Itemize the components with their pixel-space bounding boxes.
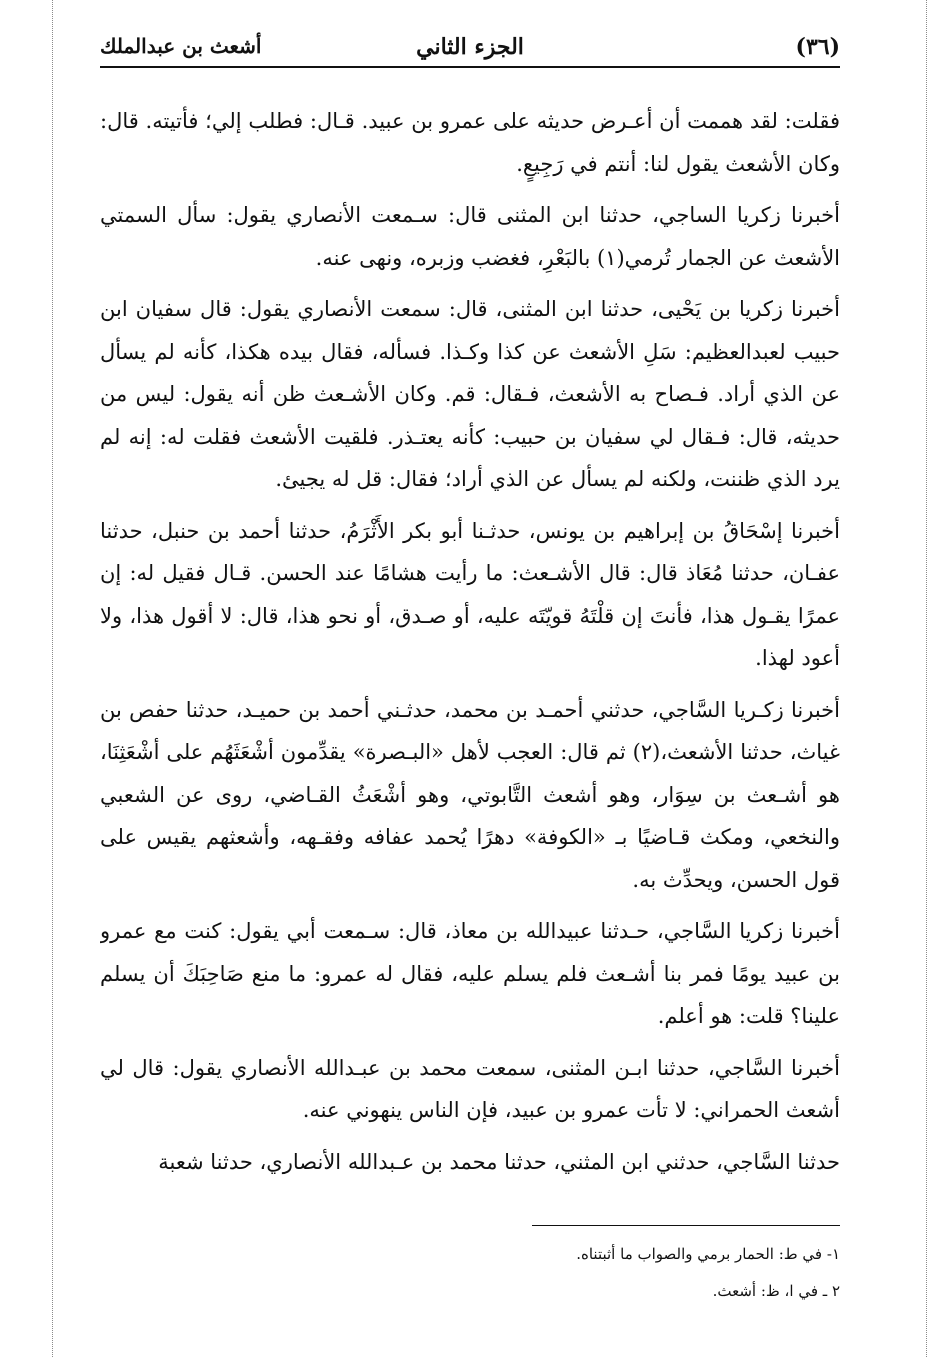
paragraph-3: أخبرنا زكريا بن يَحْيى، حدثنا ابن المثنى، قال: سمعت الأنصاري يقول: قال سفيان ابن حبيب لعبدالعظيم: سَلِ الأشعث عن كذا وكـذا. فسأله، فقال بيده هكذا، كأنه لم يسأل عن الذي أراد. فـصاح به الأشعث، فـقال: قم. وكان الأشـعث ظن أنه يقول: ليس من حديثه، قال: فـقال لي سفيان بن حبيب: كأنه يعتـذر. فلقيت الأشعث فقلت له: إنه لم يرد الذي ظننت، ولكنه لم يسأل عن الذي أراد؛ فقال: قل له يجيئ. bbox=[100, 297, 840, 491]
footnote-1: ١- في ط: الحمار برمي والصواب ما أثبتناه. bbox=[576, 1245, 840, 1263]
footnote-rule bbox=[532, 1225, 840, 1226]
paragraph-4: أخبرنا إسْحَاقُ بن إبراهيم بن يونس، حدثـنا أبو بكر الأَثْرَمُ، حدثنا أحمد بن حنبل، حدثنا عفـان، حدثنا مُعَاذ قال: قال الأشـعث: ما رأيت هشامًا عند الحسن. قـال فقيل له: إن عمرًا يقـول هذا، فأنتَ إن قلْتَهُ قويّتَه عليه، أو صـدق، أو نحو هذا، قال: لا أقول هذا، ولا أعود لهذا. bbox=[100, 518, 840, 670]
header-rule bbox=[100, 66, 840, 68]
paragraph-1: فقلت: لقد هممت أن أعـرض حديثه على عمرو بن عبيد. قـال: فطلب إلي؛ فأتيته. قال: وكان الأشعث يقول لنا: أنتم في رَجِيعٍ. bbox=[100, 109, 840, 176]
scan-edge-left bbox=[52, 0, 53, 1357]
paragraph-5: أخبرنا زكـريا السَّاجي، حدثني أحمـد بن محمد، حدثـني أحمد بن حميـد، حدثنا حفص بن غياث، حدثنا الأشعث،(٢) ثم قال: العجب لأهل «البـصرة» يقدِّمون أشْعَثَهُم على أشْعَثِنَا، هو أشـعث بن سِوَار، وهو أشعث التَّابوتي، وهو أشْعَثُ القـاضي، روى عن الشعبي والنخعي، ومكث قـاضيًا بـ «الكوفة» دهرًا يُحمد عفافه وفقـهه، وأشعثهم يقيس على قول الحسن، ويحدِّث به. bbox=[100, 697, 840, 892]
chapter-title: أشعث بن عبدالملك bbox=[100, 34, 262, 58]
footnotes bbox=[100, 1236, 840, 1310]
paragraph-8: حدثنا السَّاجي، حدثني ابن المثني، حدثنا محمد بن عـبدالله الأنصاري، حدثنا شعبة bbox=[158, 1149, 840, 1174]
paragraph-6: أخبرنا زكريا السَّاجي، حـدثنا عبيدالله بن معاذ، قال: سـمعت أبي يقول: كنت مع عمرو بن عبيد يومًا فمر بنا أشـعث فلم يسلم عليه، فقال له عمرو: ما منع صَاحِبَكَ أن يسلم علينا؟ قلت: هو أعلم. bbox=[100, 919, 840, 1028]
scan-edge-right bbox=[926, 0, 927, 1357]
paragraph-7: أخبرنا السَّاجي، حدثنا ابـن المثنى، سمعت محمد بن عبـدالله الأنصاري يقول: قال لي أشعث الحمراني: لا تأت عمرو بن عبيد، فإن الناس ينهوني عنه. bbox=[100, 1055, 840, 1122]
body-text bbox=[100, 100, 840, 1210]
part-title: الجزء الثاني bbox=[416, 34, 524, 60]
page-number: (٣٦) bbox=[795, 34, 840, 60]
footnote-2: ٢ ـ في ا، ظ: أشعث. bbox=[712, 1282, 840, 1300]
paragraph-2: أخبرنا زكريا الساجي، حدثنا ابن المثنى قال: سـمعت الأنصاري يقول: سأل السمتي الأشعث عن الجمار تُرمي(١) بالبَعْرِ، فغضب وزبره، ونهى عنه. bbox=[100, 203, 840, 270]
running-header bbox=[100, 30, 840, 64]
